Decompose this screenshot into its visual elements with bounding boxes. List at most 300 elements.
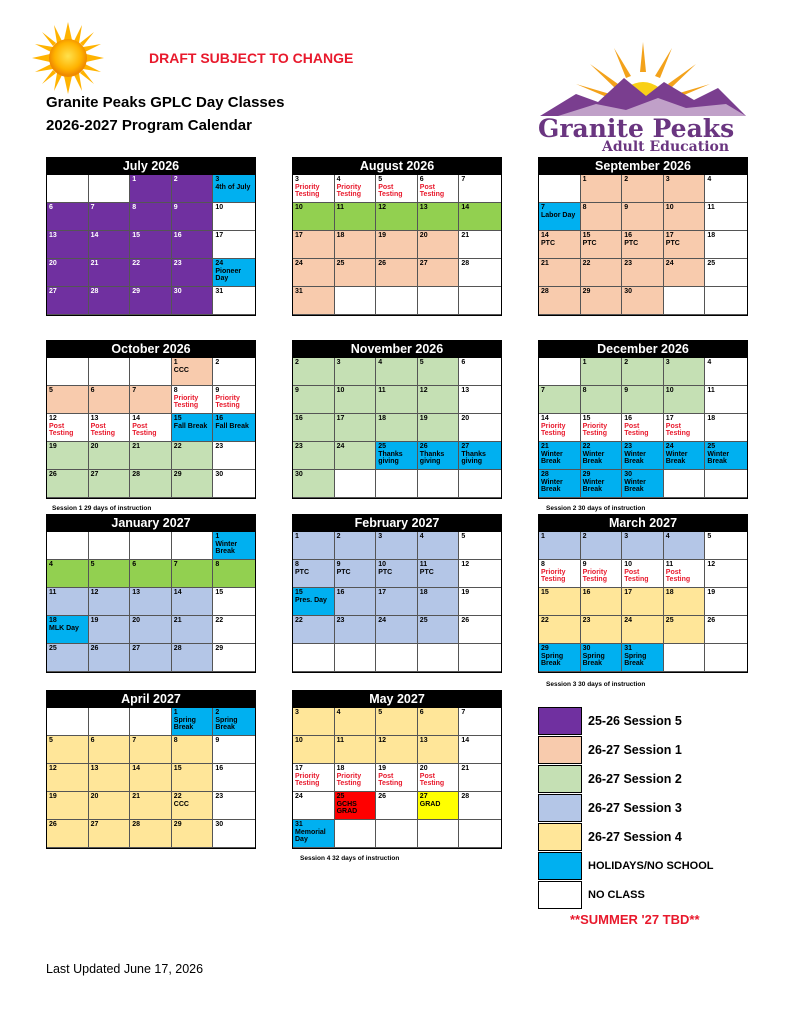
day-number: 17 xyxy=(378,589,386,596)
day-cell xyxy=(622,259,664,287)
day-number: 4 xyxy=(419,533,424,540)
day-number: 14 xyxy=(461,737,470,744)
day-cell xyxy=(376,708,418,736)
day-cell xyxy=(47,764,89,792)
day-number: 12 xyxy=(707,561,716,568)
day-number: 3 xyxy=(665,359,670,366)
day-number: 30 xyxy=(624,288,632,295)
day-cell xyxy=(664,358,706,386)
day-note: PTC xyxy=(419,568,434,576)
day-number: 8 xyxy=(295,561,299,568)
month-grid xyxy=(539,358,747,498)
day-number: 30 xyxy=(624,471,632,478)
day-cell xyxy=(89,736,131,764)
legend-swatch xyxy=(538,765,582,793)
day-number: 9 xyxy=(295,387,299,394)
day-cell xyxy=(459,764,501,792)
day-cell xyxy=(459,287,501,315)
day-cell xyxy=(376,386,418,414)
day-number: 9 xyxy=(173,204,178,211)
day-cell xyxy=(622,532,664,560)
session-note: Session 1 29 days of instruction xyxy=(52,505,152,512)
day-cell xyxy=(622,470,664,498)
day-cell xyxy=(47,708,89,736)
day-cell xyxy=(581,358,623,386)
month-grid xyxy=(47,708,255,848)
day-number: 4 xyxy=(378,359,383,366)
month-title: February 2027 xyxy=(293,515,501,532)
day-cell xyxy=(418,386,460,414)
day-cell xyxy=(293,414,335,442)
day-cell xyxy=(47,792,89,820)
day-number: 12 xyxy=(90,589,99,596)
day-cell xyxy=(376,259,418,287)
day-number: 15 xyxy=(173,415,182,422)
day-cell xyxy=(335,616,377,644)
day-number: 17 xyxy=(215,232,224,239)
day-number: 3 xyxy=(295,176,299,183)
day-cell xyxy=(213,259,255,287)
day-number: 23 xyxy=(295,443,303,450)
day-number: 11 xyxy=(419,561,428,568)
day-cell xyxy=(172,287,214,315)
day-cell xyxy=(47,736,89,764)
day-cell xyxy=(459,442,501,470)
day-cell xyxy=(293,287,335,315)
day-cell xyxy=(213,764,255,792)
day-cell xyxy=(664,588,706,616)
day-number: 16 xyxy=(624,415,632,422)
day-cell xyxy=(376,764,418,792)
day-cell xyxy=(293,386,335,414)
day-number: 11 xyxy=(707,387,715,394)
day-number: 24 xyxy=(665,443,674,450)
day-note: Post Testing xyxy=(90,422,115,438)
day-number: 1 xyxy=(541,533,545,540)
legend-item xyxy=(538,823,738,851)
day-cell xyxy=(172,560,214,588)
month-title: May 2027 xyxy=(293,691,501,708)
day-cell xyxy=(213,820,255,848)
legend-swatch xyxy=(538,823,582,851)
day-cell xyxy=(172,470,214,498)
day-cell xyxy=(705,532,747,560)
day-cell xyxy=(418,442,460,470)
day-cell xyxy=(459,616,501,644)
day-cell xyxy=(47,175,89,203)
day-note: Memorial Day xyxy=(295,828,326,844)
day-cell xyxy=(89,644,131,672)
day-cell xyxy=(213,203,255,231)
day-number: 7 xyxy=(132,387,137,394)
day-note: Priority Testing xyxy=(295,772,320,788)
day-number: 19 xyxy=(707,589,716,596)
day-number: 16 xyxy=(215,415,224,422)
day-cell xyxy=(459,532,501,560)
day-cell xyxy=(581,588,623,616)
day-number: 29 xyxy=(582,288,591,295)
day-cell xyxy=(376,175,418,203)
day-number: 14 xyxy=(461,204,470,211)
day-number: 2 xyxy=(215,359,220,366)
legend-item xyxy=(538,736,738,764)
day-number: 22 xyxy=(295,617,303,624)
day-cell xyxy=(376,287,418,315)
day-number: 31 xyxy=(295,821,303,828)
day-cell xyxy=(172,764,214,792)
day-cell xyxy=(459,792,501,820)
day-cell xyxy=(581,470,623,498)
day-number: 19 xyxy=(419,415,428,422)
day-number: 9 xyxy=(215,737,220,744)
day-cell xyxy=(293,560,335,588)
day-number: 27 xyxy=(419,793,428,800)
day-note: Thanks giving xyxy=(419,450,445,466)
day-number: 8 xyxy=(582,387,587,394)
day-cell xyxy=(418,764,460,792)
day-cell xyxy=(293,820,335,848)
day-cell xyxy=(622,588,664,616)
day-cell xyxy=(89,560,131,588)
day-number: 29 xyxy=(173,471,182,478)
day-number: 22 xyxy=(215,617,224,624)
day-number: 7 xyxy=(461,176,466,183)
day-number: 2 xyxy=(582,533,587,540)
month-calendar xyxy=(538,514,748,673)
day-number: 6 xyxy=(90,387,95,394)
day-cell xyxy=(705,470,747,498)
day-note: PTC xyxy=(378,568,393,576)
day-cell xyxy=(705,231,747,259)
day-number: 24 xyxy=(336,443,345,450)
day-number: 24 xyxy=(215,260,224,267)
day-number: 24 xyxy=(665,260,674,267)
day-cell xyxy=(130,736,172,764)
day-cell xyxy=(293,470,335,498)
day-cell xyxy=(539,414,581,442)
day-cell xyxy=(213,532,255,560)
day-note: Thanks giving xyxy=(461,450,486,466)
day-number: 6 xyxy=(90,737,95,744)
day-cell xyxy=(705,287,747,315)
day-cell xyxy=(47,644,89,672)
day-cell xyxy=(130,231,172,259)
day-number: 28 xyxy=(173,645,182,652)
day-number: 4 xyxy=(665,533,670,540)
month-grid xyxy=(293,532,501,672)
day-cell xyxy=(293,203,335,231)
day-cell xyxy=(622,231,664,259)
day-note: Winter Break xyxy=(541,450,563,466)
day-number: 8 xyxy=(541,561,545,568)
day-cell xyxy=(89,764,131,792)
day-cell xyxy=(418,708,460,736)
day-cell xyxy=(335,203,377,231)
day-cell xyxy=(335,560,377,588)
day-number: 18 xyxy=(336,765,345,772)
day-number: 24 xyxy=(624,617,632,624)
day-number: 21 xyxy=(90,260,99,267)
day-number: 22 xyxy=(582,443,591,450)
day-note: Post Testing xyxy=(378,183,403,199)
day-number: 21 xyxy=(461,232,470,239)
legend-label: 25-26 Session 5 xyxy=(588,714,682,728)
day-cell xyxy=(581,616,623,644)
day-cell xyxy=(705,358,747,386)
day-cell xyxy=(213,175,255,203)
day-number: 21 xyxy=(541,260,549,267)
day-cell xyxy=(581,259,623,287)
legend-label: 26-27 Session 1 xyxy=(588,743,682,757)
day-cell xyxy=(130,792,172,820)
day-note: Fall Break xyxy=(173,422,208,430)
day-note: Spring Break xyxy=(215,716,238,732)
day-number: 20 xyxy=(132,617,140,624)
day-number: 8 xyxy=(132,204,137,211)
day-cell xyxy=(622,414,664,442)
day-cell xyxy=(293,259,335,287)
day-number: 29 xyxy=(173,821,182,828)
month-grid xyxy=(539,175,747,315)
day-cell xyxy=(705,442,747,470)
day-cell xyxy=(539,560,581,588)
day-number: 14 xyxy=(132,765,140,772)
day-number: 16 xyxy=(295,415,303,422)
day-cell xyxy=(459,736,501,764)
day-cell xyxy=(705,414,747,442)
day-number: 14 xyxy=(541,415,549,422)
day-cell xyxy=(335,175,377,203)
month-calendar xyxy=(46,690,256,849)
day-number: 5 xyxy=(90,561,95,568)
day-cell xyxy=(664,287,706,315)
day-cell xyxy=(335,470,377,498)
day-number: 13 xyxy=(49,232,57,239)
day-number: 13 xyxy=(132,589,140,596)
day-cell xyxy=(459,560,501,588)
day-note: MLK Day xyxy=(49,624,79,632)
day-number: 3 xyxy=(295,709,299,716)
day-note: Winter Break xyxy=(582,478,605,494)
day-cell xyxy=(418,616,460,644)
day-note: Post Testing xyxy=(419,183,445,199)
day-cell xyxy=(459,259,501,287)
legend-item xyxy=(538,707,738,735)
page-title: Granite Peaks GPLC Day Classes xyxy=(46,94,285,111)
day-number: 8 xyxy=(582,204,587,211)
day-number: 15 xyxy=(582,232,591,239)
day-note: CCC xyxy=(173,366,189,374)
day-cell xyxy=(622,287,664,315)
day-number: 27 xyxy=(49,288,57,295)
month-title: August 2026 xyxy=(293,158,501,175)
day-cell xyxy=(335,287,377,315)
day-number: 12 xyxy=(378,204,386,211)
day-number: 4 xyxy=(707,176,712,183)
day-cell xyxy=(130,532,172,560)
day-number: 21 xyxy=(173,617,182,624)
day-number: 18 xyxy=(378,415,386,422)
day-cell xyxy=(539,203,581,231)
day-cell xyxy=(539,644,581,672)
day-number: 10 xyxy=(624,561,632,568)
day-cell xyxy=(335,588,377,616)
day-cell xyxy=(418,259,460,287)
day-cell xyxy=(376,820,418,848)
day-cell xyxy=(293,616,335,644)
legend-swatch xyxy=(538,707,582,735)
day-cell xyxy=(172,386,214,414)
day-cell xyxy=(89,442,131,470)
day-note: Priority Testing xyxy=(541,422,566,438)
month-title: July 2026 xyxy=(47,158,255,175)
day-number: 15 xyxy=(132,232,140,239)
day-cell xyxy=(376,588,418,616)
sun-icon xyxy=(32,22,104,99)
day-cell xyxy=(130,560,172,588)
day-number: 12 xyxy=(49,765,57,772)
day-cell xyxy=(376,644,418,672)
day-note: Pres. Day xyxy=(295,596,327,604)
month-grid xyxy=(293,708,501,848)
day-note: Priority Testing xyxy=(336,772,362,788)
day-cell xyxy=(581,442,623,470)
day-number: 9 xyxy=(624,387,629,394)
day-number: 9 xyxy=(624,204,629,211)
day-cell xyxy=(293,644,335,672)
day-number: 23 xyxy=(582,617,591,624)
day-number: 18 xyxy=(49,617,57,624)
summer-note: **SUMMER '27 TBD** xyxy=(570,912,700,927)
day-number: 18 xyxy=(665,589,674,596)
day-cell xyxy=(89,616,131,644)
day-cell xyxy=(213,708,255,736)
day-number: 1 xyxy=(582,176,587,183)
month-grid xyxy=(293,175,501,315)
day-number: 4 xyxy=(49,561,53,568)
day-note: PTC xyxy=(295,568,309,576)
month-grid xyxy=(539,532,747,672)
day-cell xyxy=(172,231,214,259)
day-number: 2 xyxy=(336,533,341,540)
day-number: 25 xyxy=(707,260,716,267)
day-number: 28 xyxy=(541,288,549,295)
day-number: 21 xyxy=(461,765,470,772)
day-number: 23 xyxy=(215,443,224,450)
day-cell xyxy=(418,203,460,231)
month-title: December 2026 xyxy=(539,341,747,358)
day-cell xyxy=(335,708,377,736)
day-cell xyxy=(622,616,664,644)
day-cell xyxy=(376,616,418,644)
day-note: 4th of July xyxy=(215,183,251,191)
day-cell xyxy=(130,644,172,672)
day-cell xyxy=(459,203,501,231)
day-number: 26 xyxy=(707,617,716,624)
day-number: 16 xyxy=(215,765,224,772)
day-number: 14 xyxy=(541,232,549,239)
day-cell xyxy=(47,532,89,560)
day-cell xyxy=(293,358,335,386)
day-cell xyxy=(47,287,89,315)
day-cell xyxy=(172,532,214,560)
draft-notice: DRAFT SUBJECT TO CHANGE xyxy=(149,50,354,66)
day-cell xyxy=(335,442,377,470)
day-cell xyxy=(172,616,214,644)
day-cell xyxy=(459,358,501,386)
day-note: Post Testing xyxy=(624,568,649,584)
day-note: PTC xyxy=(665,239,680,247)
day-number: 27 xyxy=(132,645,140,652)
day-cell xyxy=(459,820,501,848)
day-number: 9 xyxy=(336,561,341,568)
day-number: 28 xyxy=(461,793,470,800)
day-note: CCC xyxy=(173,800,189,808)
day-number: 5 xyxy=(378,176,383,183)
legend-swatch xyxy=(538,852,582,880)
day-cell xyxy=(172,792,214,820)
day-cell xyxy=(335,736,377,764)
day-note: PTC xyxy=(541,239,555,247)
day-cell xyxy=(418,175,460,203)
day-cell xyxy=(47,358,89,386)
day-cell xyxy=(376,736,418,764)
day-number: 18 xyxy=(419,589,428,596)
day-number: 1 xyxy=(173,709,178,716)
day-number: 5 xyxy=(419,359,424,366)
day-cell xyxy=(376,792,418,820)
day-cell xyxy=(335,259,377,287)
day-number: 3 xyxy=(215,176,220,183)
day-cell xyxy=(581,175,623,203)
day-note: Post Testing xyxy=(665,568,691,584)
day-cell xyxy=(376,414,418,442)
day-cell xyxy=(664,231,706,259)
day-number: 13 xyxy=(90,765,99,772)
day-number: 12 xyxy=(461,561,470,568)
day-cell xyxy=(664,560,706,588)
day-number: 26 xyxy=(90,645,99,652)
month-grid xyxy=(293,358,501,498)
legend-item xyxy=(538,852,738,880)
day-note: Winter Break xyxy=(582,450,605,466)
day-note: Post Testing xyxy=(378,772,403,788)
day-cell xyxy=(376,442,418,470)
day-number: 9 xyxy=(215,387,220,394)
day-number: 3 xyxy=(336,359,341,366)
day-note: Priority Testing xyxy=(173,394,199,410)
day-cell xyxy=(47,616,89,644)
day-number: 1 xyxy=(132,176,137,183)
day-cell xyxy=(89,287,131,315)
day-number: 2 xyxy=(173,176,178,183)
day-cell xyxy=(705,588,747,616)
day-number: 11 xyxy=(378,387,386,394)
day-number: 6 xyxy=(419,709,424,716)
day-number: 25 xyxy=(336,260,345,267)
month-title: September 2026 xyxy=(539,158,747,175)
day-cell xyxy=(581,386,623,414)
day-number: 25 xyxy=(707,443,716,450)
day-number: 19 xyxy=(49,443,57,450)
day-number: 7 xyxy=(541,387,545,394)
day-cell xyxy=(622,560,664,588)
day-cell xyxy=(581,231,623,259)
day-number: 26 xyxy=(49,821,57,828)
day-number: 17 xyxy=(665,232,674,239)
day-number: 17 xyxy=(336,415,345,422)
month-title: April 2027 xyxy=(47,691,255,708)
